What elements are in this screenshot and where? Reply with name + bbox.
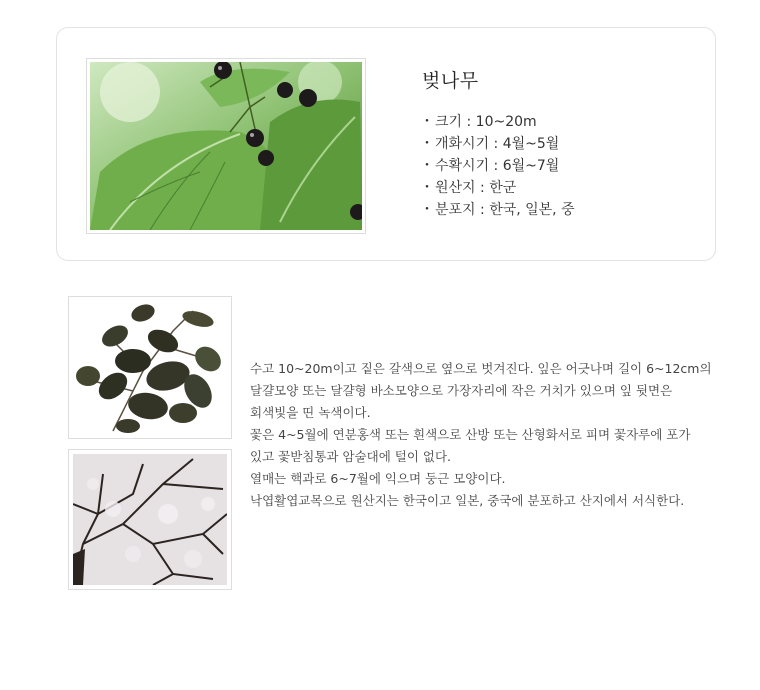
plant-description [250,358,730,512]
fact-distribution: ・ 분포지 : 한국, 일본, 중 [420,199,575,221]
fact-size: ・ 크기 : 10~20m [420,111,575,133]
description-line: 꽃은 4~5월에 연분홍색 또는 흰색으로 산방 또는 산형화서로 피며 꽃자루에 포가 [250,427,691,442]
cherry-leaf-branch-photo [68,296,232,439]
cherry-fruit-photo [86,58,366,234]
cherry-tree-blossom-photo [68,449,232,590]
description-line: 달걀모양 또는 달걀형 바소모양으로 가장자리에 작은 거치가 있으며 잎 뒷면은 [250,383,673,398]
description-line: 회색빛을 띤 녹색이다. [250,405,371,420]
plant-facts-list [420,111,575,221]
description-line: 수고 10~20m이고 짙은 갈색으로 옆으로 벗겨진다. 잎은 어긋나며 길이 6~12cm의 [250,361,712,376]
description-line: 낙엽활엽교목으로 원산지는 한국이고 일본, 중국에 분포하고 산지에서 서식한다. [250,493,685,508]
fact-bloom-period: ・ 개화시기 : 4월~5월 [420,133,575,155]
plant-name: 벚나무 [422,70,479,92]
description-line: 열매는 핵과로 6~7월에 익으며 둥근 모양이다. [250,471,506,486]
fact-origin: ・ 원산지 : 한군 [420,177,575,199]
plant-info [420,66,575,221]
description-line: 있고 꽃받침통과 암술대에 털이 없다. [250,449,451,464]
fact-harvest-period: ・ 수확시기 : 6월~7월 [420,155,575,177]
